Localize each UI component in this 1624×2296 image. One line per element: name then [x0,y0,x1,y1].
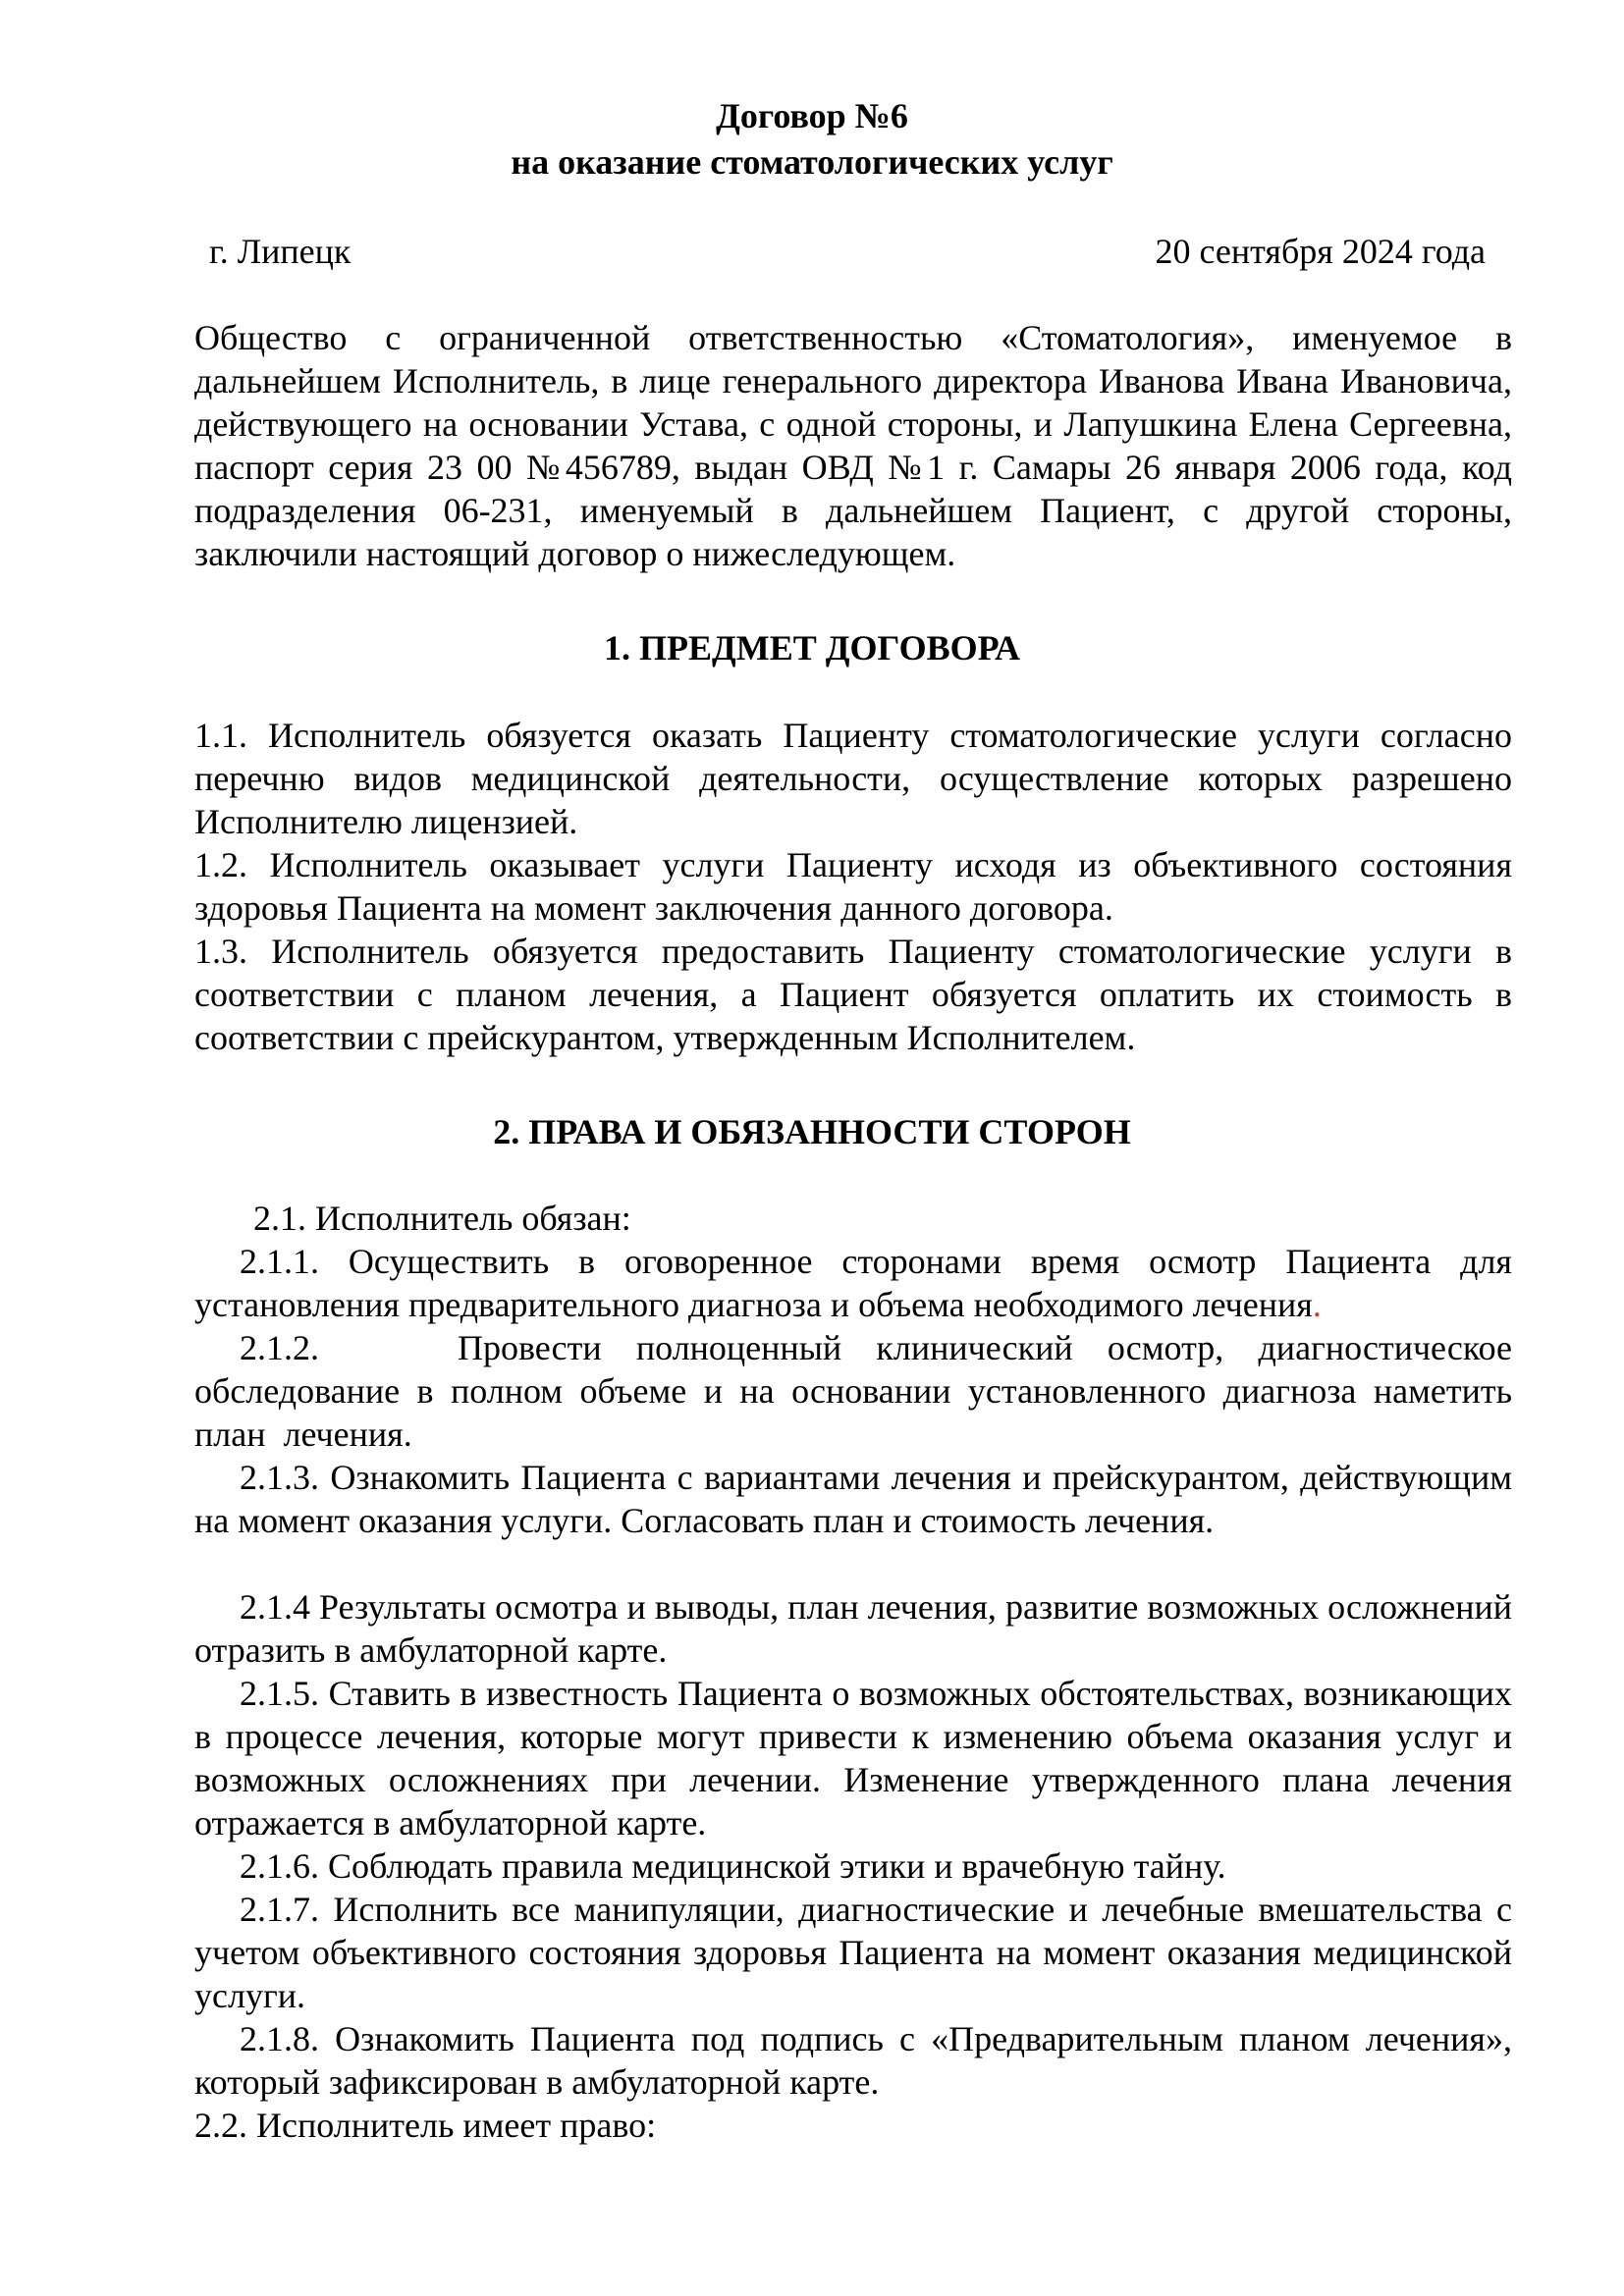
clause-2-1-8: 2.1.8. Ознакомить Пациента под подпись с «Предварительным планом лечения», который зафиксирован в амбулаторной карте. [194,2019,1512,2102]
clause-2-1-3: 2.1.3. Ознакомить Пациента с вариантами лечения и прейскурантом, действующим на момент оказания услуги. Согласовать план и стоимость лечения. [194,1458,1512,1540]
clause-2-1-1 [194,1240,1512,1326]
section-1-title: 1. ПРЕДМЕТ ДОГОВОРА [604,628,1020,667]
clause-2-1-4: 2.1.4 Результаты осмотра и выводы, план лечения, развитие возможных осложнений отразить в амбулаторной карте. [194,1587,1512,1670]
contract-title: Договор №6 [716,96,908,135]
clause-2-1-2: 2.1.2. Провести полноценный клинический осмотр, диагностическое обследование в полном объеме и на основании установленного диагноза наметить план лечения. [194,1328,1521,1454]
clause-1-1: 1.1. Исполнитель обязуется оказать Пациенту стоматологические услуги согласно перечню видов медицинской деятельности, осуществление которых разрешено Исполнителю лицензией. [194,716,1512,841]
clause-2-1-7: 2.1.7. Исполнить все манипуляции, диагностические и лечебные вмешательства с учетом объективного состояния здоровья Пациента на момент оказания медицинской услуги. [194,1890,1512,2015]
clause-2-1-5: 2.1.5. Ставить в известность Пациента о возможных обстоятельствах, возникающих в процессе лечения, которые могут привести к изменению объема оказания услуг и возможных осложнениях при лечении. Изменение утвержденного плана лечения отражается в амбулаторной карте. [194,1674,1512,1842]
contract-city: г. Липецк [209,232,352,271]
section-2-title: 2. ПРАВА И ОБЯЗАННОСТИ СТОРОН [493,1112,1131,1151]
contract-subtitle: на оказание стоматологических услуг [511,142,1113,182]
contract-date: 20 сентября 2024 года [1155,232,1486,271]
clause-2-1-1-text: 2.1.1. Осуществить в оговоренное сторонами время осмотр Пациента для установления предварительного диагноза и объема необходимого лечения [194,1242,1512,1324]
clause-2-1-6: 2.1.6. Соблюдать правила медицинской этики и врачебную тайну. [240,1846,1226,1886]
clause-2-1: 2.1. Исполнитель обязан: [253,1199,631,1238]
intro-paragraph: Общество с ограниченной ответственностью «Стоматология», именуемое в дальнейшем Исполнитель, в лице генерального директора Иванова Ивана Ивановича, действующего на основании Устава, с одной стороны, и Лапушкина Елена Сергеевна, паспорт серия 23 00 №456789, выдан ОВД №1 г. Самары 26 января 2006 года, код подразделения 06-231, именуемый в дальнейшем Пациент, с другой стороны, заключили настоящий договор о нижеследующем. [194,318,1512,573]
clause-2-2: 2.2. Исполнитель имеет право: [194,2106,657,2145]
clause-1-3: 1.3. Исполнитель обязуется предоставить Пациенту стоматологические услуги в соответствии с планом лечения, а Пациент обязуется оплатить их стоимость в соответствии с прейскурантом, утвержденным Исполнителем. [194,932,1512,1057]
clause-1-2: 1.2. Исполнитель оказывает услуги Пациенту исходя из объективного состояния здоровья Пациента на момент заключения данного договора. [194,845,1512,928]
clause-2-1-1-end-dot: . [1312,1285,1322,1324]
